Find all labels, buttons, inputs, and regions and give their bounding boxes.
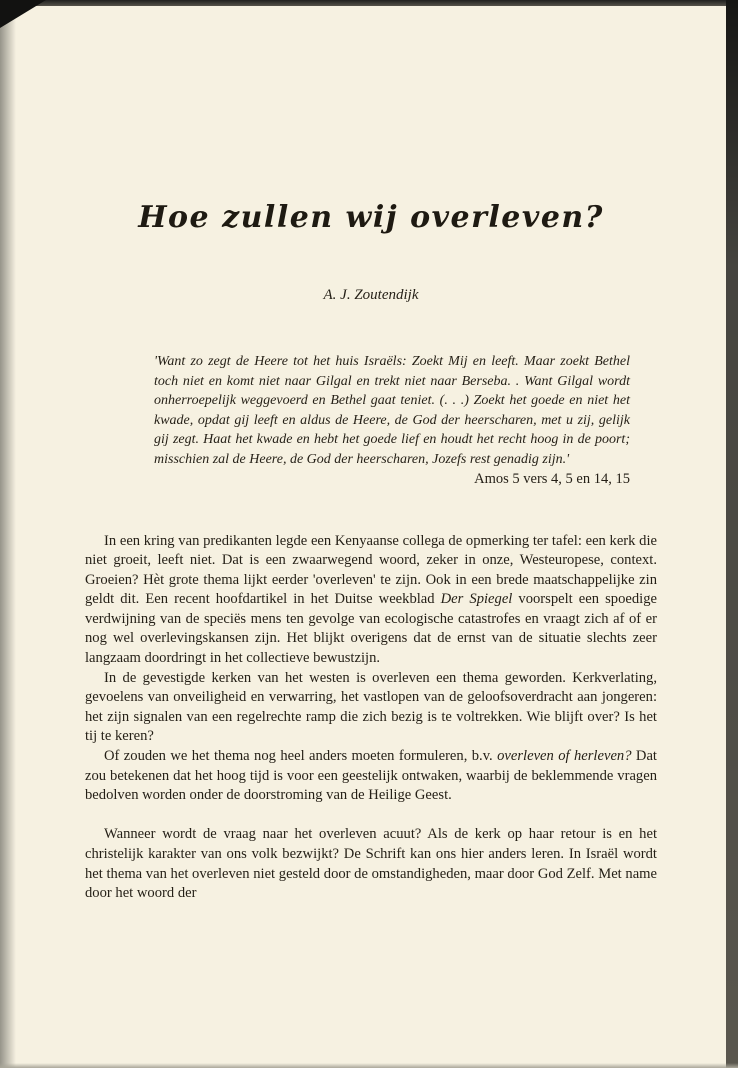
body-text-italic: Der Spiegel (440, 591, 513, 608)
body-text: Dat zou betekenen dat het hoog tijd is voor een geestelijk ontwaken, waarbij de beklemmende vragen bedolven worden onder de doorstroming van de Heilige Geest. (85, 748, 657, 804)
scan-edge-bottom (0, 1063, 738, 1068)
body-paragraph (85, 532, 657, 669)
page-content (85, 0, 657, 904)
body-text: In de gevestigde kerken van het westen is overleven een thema geworden. Kerkverlating, gevoelens van onveiligheid en verwarring, het vastlopen van de geloofsoverdracht aan jongeren: het zijn signalen van een regelrechte ramp die zich bezig is te voltrekken. Wie blijft over? Is het tij te keren? (85, 669, 657, 745)
body-paragraph (85, 747, 657, 806)
body-paragraph (85, 825, 657, 903)
article-body (85, 532, 657, 904)
body-text: Wanneer wordt de vraag naar het overleven acuut? Als de kerk op haar retour is en het christelijk karakter van ons volk bezwijkt? De Schrift kan ons hier anders leren. In Israël wordt het thema van het overleven niet gesteld door de omstandigheden, maar door God Zelf. Met name door het woord der (85, 826, 657, 902)
body-text: Of zouden we het thema nog heel anders moeten formuleren, b.v. (104, 748, 498, 765)
scan-corner-mark (0, 0, 46, 28)
scripture-quote-text: 'Want zo zegt de Heere tot het huis Israëls: Zoekt Mij en leeft. Maar zoekt Bethel toch niet en komt niet naar Gilgal en trekt niet naar Berseba. . Want Gilgal wordt onherroepelijk weggevoerd en Bethel gaat teniet. (. . .) Zoekt het goede en niet het kwade, opdat gij leeft en aldus de Heere, de God der heerscharen, met u zij, gelijk gij zegt. Haat het kwade en hebt het goede lief en houdt het recht hoog in de poort; misschien zal de Heere, de God der heerscharen, Jozefs rest genadig zijn.' (154, 354, 630, 467)
author-name: A. J. Zoutendijk (323, 287, 419, 303)
scripture-quote (154, 352, 630, 490)
body-text-italic: overleven of herleven? (497, 748, 632, 765)
body-paragraph (85, 669, 657, 747)
quote-attribution: Amos 5 vers 4, 5 en 14, 15 (474, 471, 630, 487)
scan-edge-left (0, 0, 16, 1068)
body-text: In een kring van predikanten legde een Kenyaanse collega de opmerking ter tafel: een kerk die niet groeit, leeft niet. Dat is een zwaarwegend woord, zeker in onze, Westeuropese, context. Groeien? Hèt grote thema lijkt eerder 'overleven' te zijn. Ook in een brede maatschappelijke zin geldt dit. Een recent hoofdartikel in het Duitse weekblad (85, 532, 657, 608)
body-text: voorspelt een spoedige verdwijning van de speciës mens ten gevolge van ecologische catastrofes en vraagt zich af of er nog wel overlevingskansen zijn. Het blijkt overigens dat de ernst van de situatie slechts zeer langzaam doordringt in het collectieve bewustzijn. (85, 591, 657, 667)
scan-edge-right (726, 0, 738, 1068)
page-title: Hoe zullen wij overleven? (138, 200, 604, 235)
